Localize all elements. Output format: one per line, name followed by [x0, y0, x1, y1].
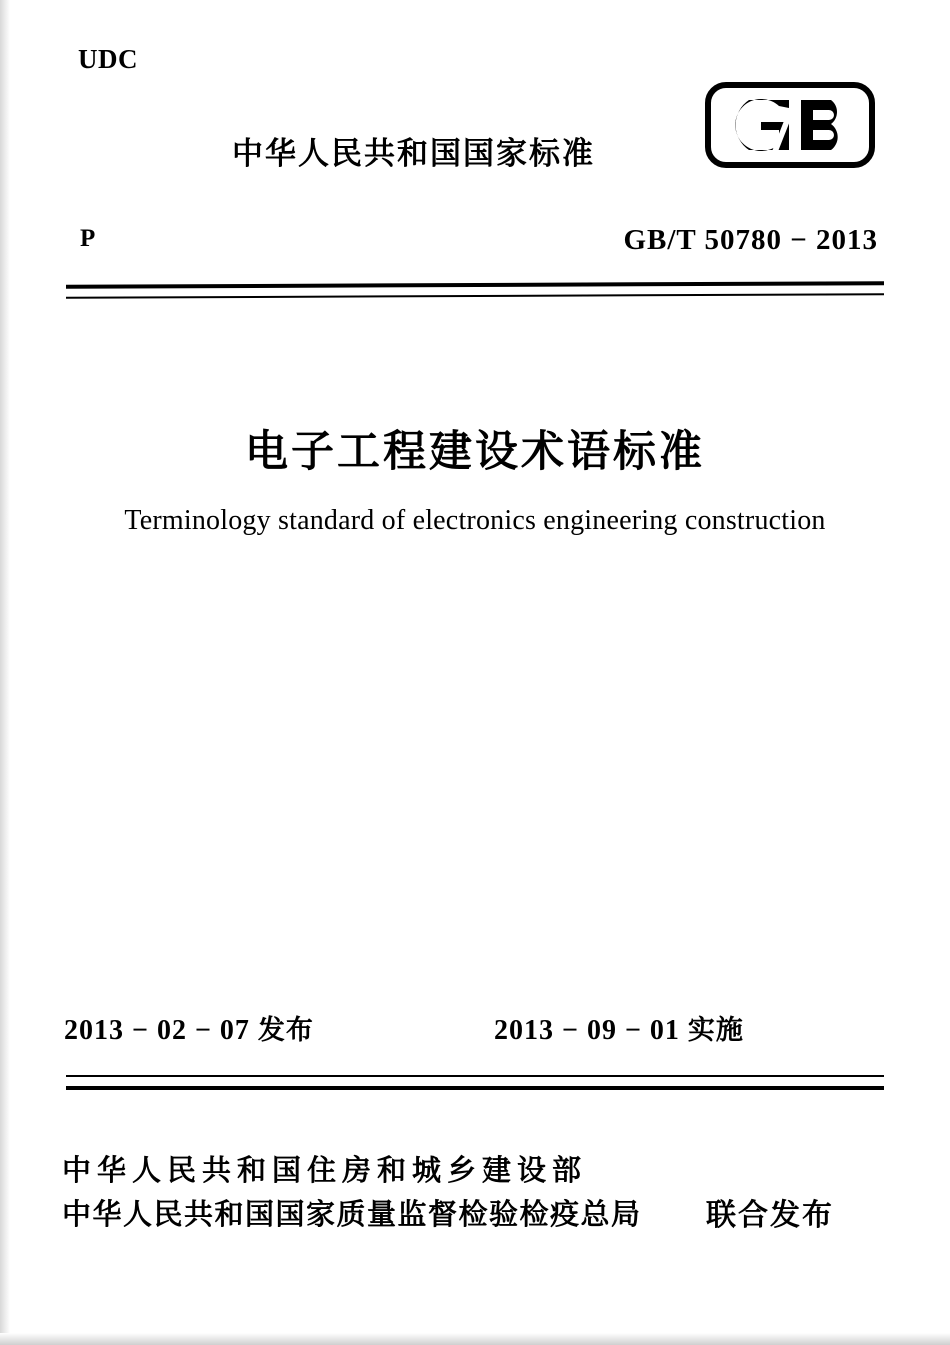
scan-edge-bottom — [0, 1333, 950, 1345]
issue-date-label: 发布 — [257, 1015, 314, 1046]
issue-date-value: 2013 − 02 − 07 — [64, 1015, 250, 1046]
udc-label: UDC — [78, 44, 138, 74]
standard-number: GB/T 50780 − 2013 — [623, 224, 878, 256]
page-title-cn: 电子工程建设术语标准 — [245, 427, 705, 477]
divider-bottom-thin — [66, 1075, 884, 1077]
joint-release-label: 联合发布 — [706, 1198, 834, 1233]
divider-top-thin — [66, 293, 884, 299]
page-title-en: Terminology standard of electronics engineering construction — [124, 505, 826, 536]
national-standard-heading: 中华人民共和国国家标准 — [232, 136, 595, 172]
scan-edge-left — [0, 0, 10, 1345]
effective-date-value: 2013 − 09 − 01 — [494, 1015, 680, 1046]
divider-top-thick — [66, 281, 884, 289]
effective-date-block — [494, 1008, 744, 1047]
publisher-line: 中华人民共和国国家质量监督检验检疫总局 — [62, 1197, 642, 1231]
issue-date-block — [64, 1008, 314, 1047]
effective-date-label: 实施 — [687, 1015, 744, 1046]
divider-bottom-thick — [66, 1086, 884, 1090]
gb-logo — [705, 82, 875, 168]
publisher-line: 中华人民共和国住房和城乡建设部 — [62, 1153, 588, 1187]
category-mark: P — [80, 225, 96, 252]
publisher-list — [62, 1148, 702, 1236]
